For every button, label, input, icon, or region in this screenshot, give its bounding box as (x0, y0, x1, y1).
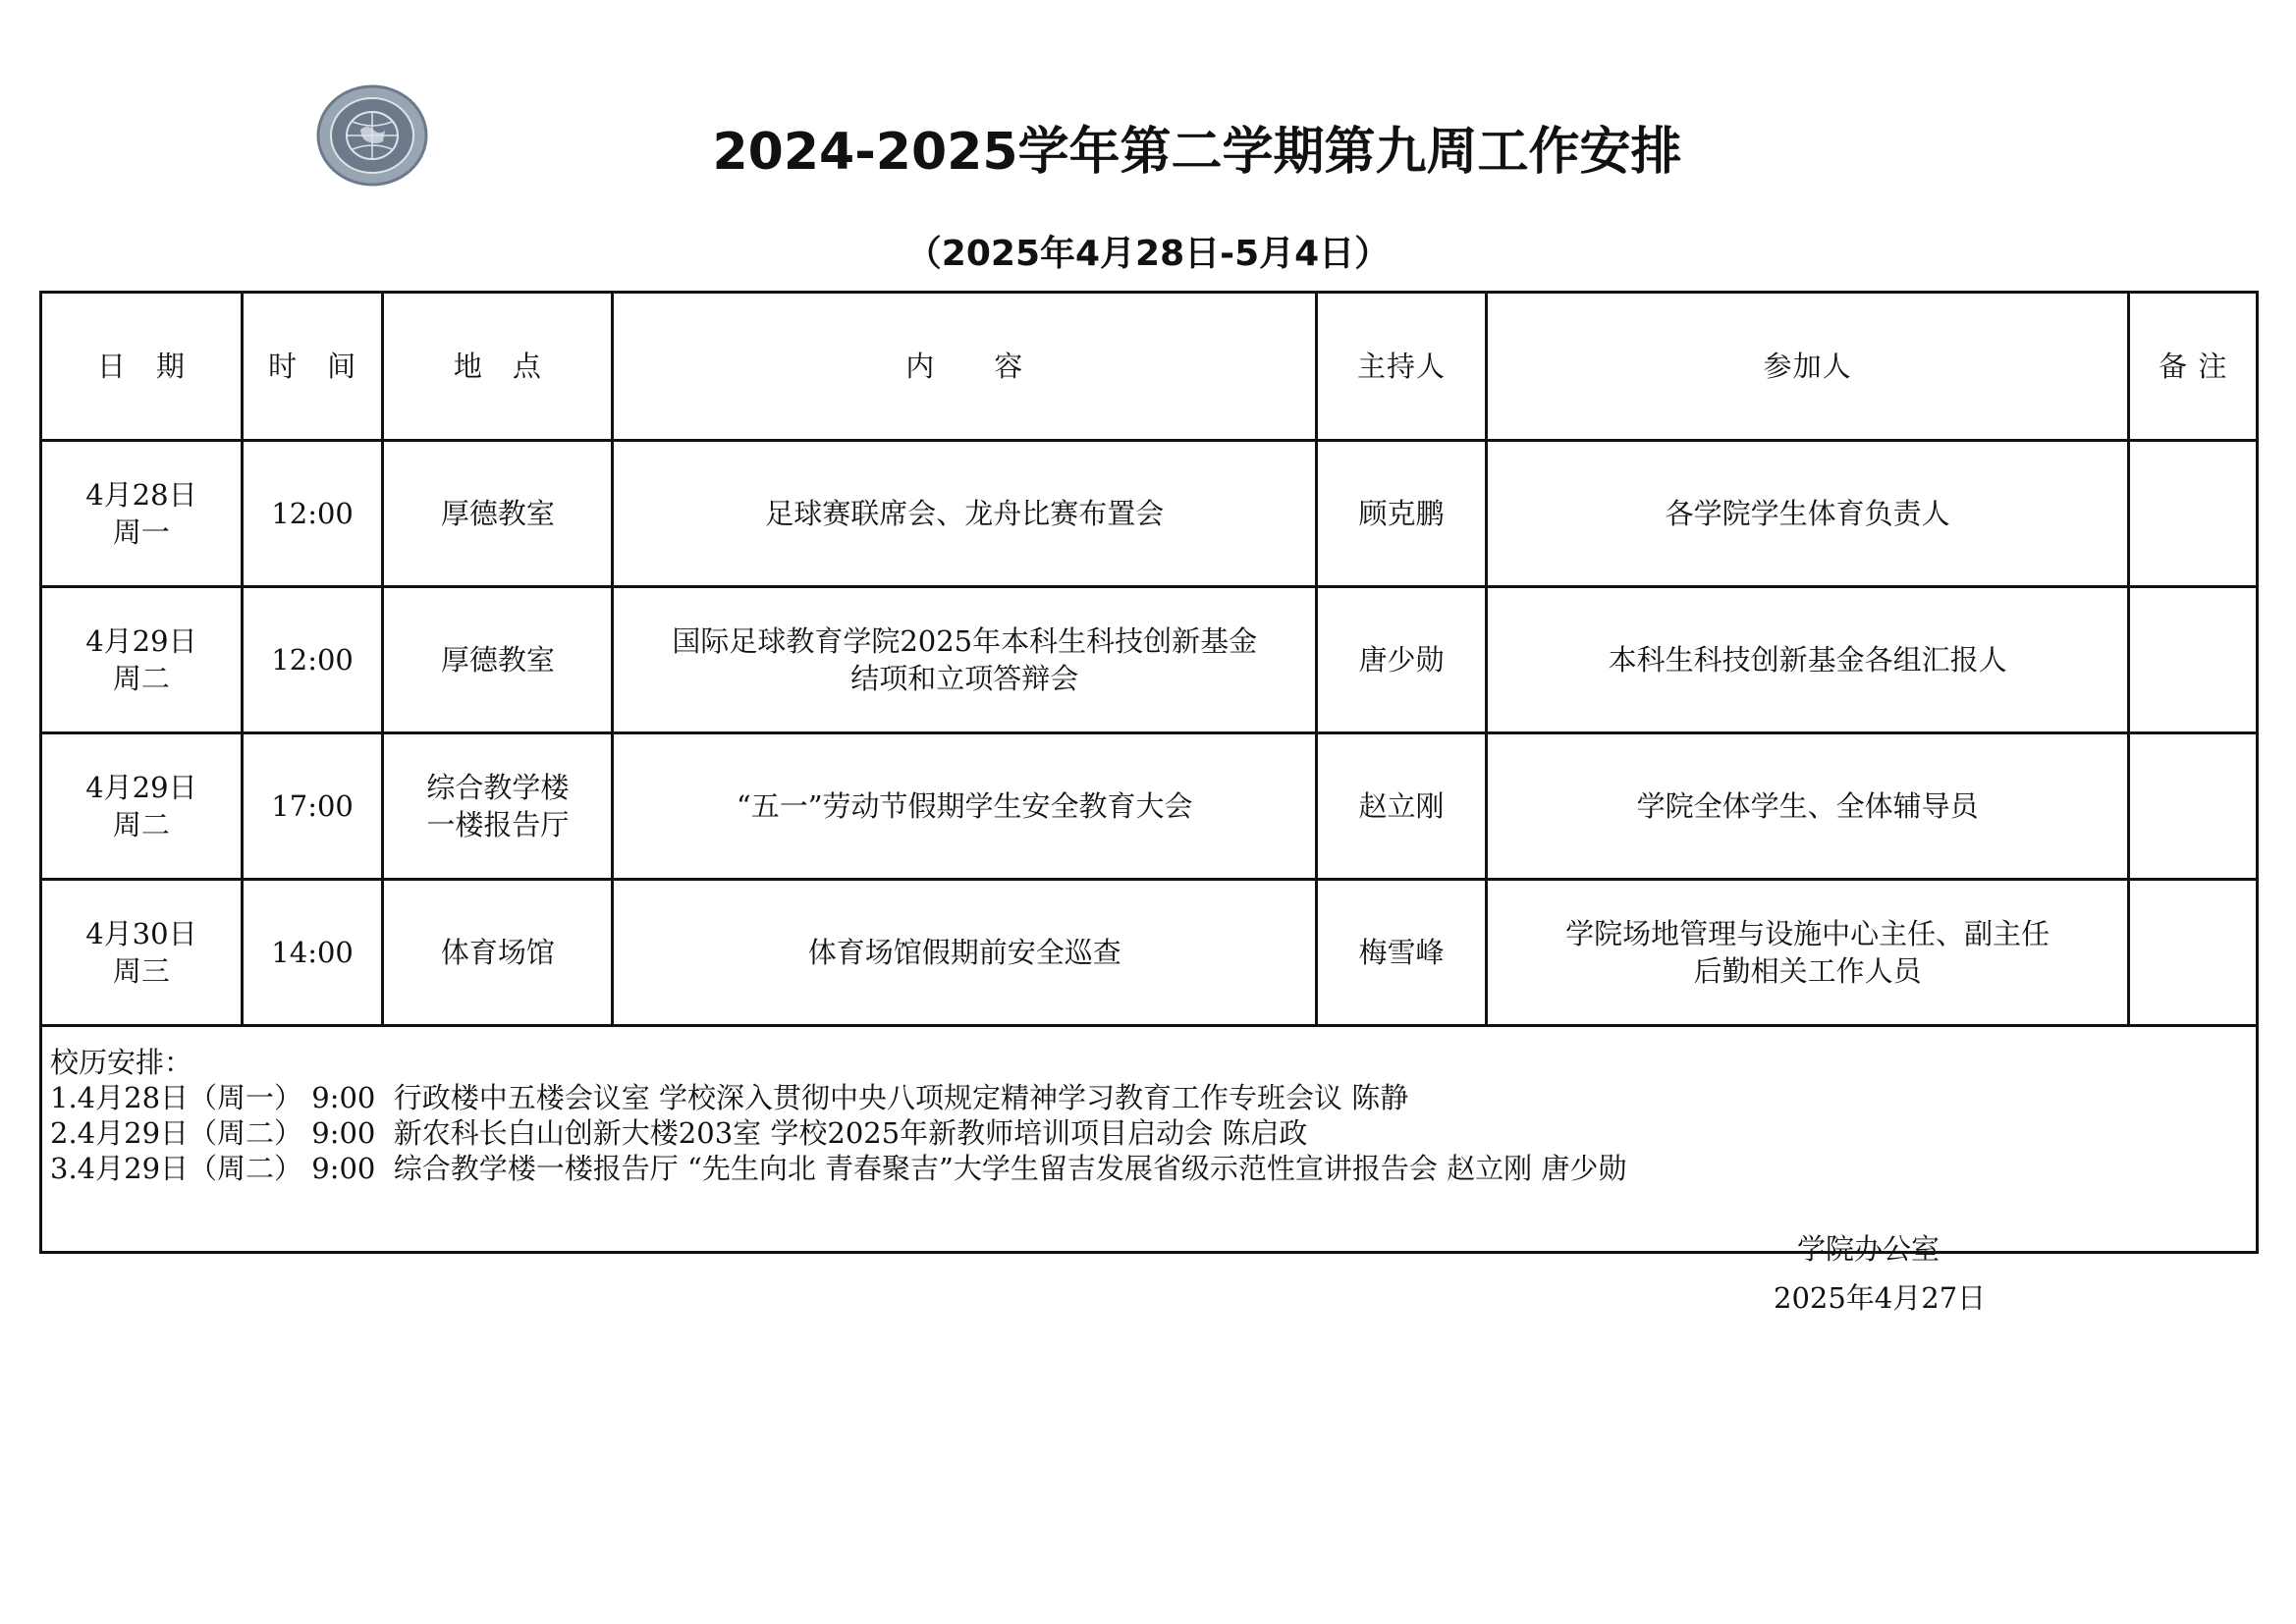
row-attendees: 本科生科技创新基金各组汇报人 (1486, 587, 2129, 733)
header-location: 地 点 (383, 293, 613, 441)
row-location: 厚德教室 (383, 587, 613, 733)
row-notes (2129, 880, 2258, 1026)
header-row (41, 293, 2258, 441)
calendar-notes-row (41, 1026, 2258, 1253)
header-time: 时 间 (242, 293, 383, 441)
row-time: 17:00 (242, 733, 383, 880)
row-attendees: 各学院学生体育负责人 (1486, 441, 2129, 587)
page-title: 2024-2025学年第二学期第九周工作安排 (712, 123, 1682, 182)
row-content: 体育场馆假期前安全巡查 (613, 880, 1317, 1026)
row-content: 足球赛联席会、龙舟比赛布置会 (613, 441, 1317, 587)
issuing-office: 学院办公室 (1797, 1232, 1941, 1266)
row-date: 4月29日 周二 (41, 587, 243, 733)
row-location: 体育场馆 (383, 880, 613, 1026)
row-host: 唐少勋 (1317, 587, 1487, 733)
row-attendees: 学院全体学生、全体辅导员 (1486, 733, 2129, 880)
row-time: 14:00 (242, 880, 383, 1026)
table-row (41, 880, 2258, 1026)
calendar-notes: 校历安排： 1.4月28日（周一） 9:00 行政楼中五楼会议室 学校深入贯彻中央八项规定精神学习教育工作专班会议 陈静 2.4月29日（周二） 9:00 新农科长白山创新大楼203室 学校2025年新教师培训项目启动会 陈启政 3.4月29日（周二） 9:00 综合教学楼一楼报告厅 “先生向北 青春聚吉”大学生留吉发展省级示范性宣讲报告会 赵立刚 唐少勋 (41, 1026, 2258, 1253)
row-date: 4月28日 周一 (41, 441, 243, 587)
row-date: 4月30日 周三 (41, 880, 243, 1026)
header-date: 日 期 (41, 293, 243, 441)
row-host: 赵立刚 (1317, 733, 1487, 880)
header-content: 内 容 (613, 293, 1317, 441)
row-time: 12:00 (242, 587, 383, 733)
row-location: 综合教学楼 一楼报告厅 (383, 733, 613, 880)
row-attendees: 学院场地管理与设施中心主任、副主任 后勤相关工作人员 (1486, 880, 2129, 1026)
row-content: “五一”劳动节假期学生安全教育大会 (613, 733, 1317, 880)
row-date: 4月29日 周二 (41, 733, 243, 880)
row-notes (2129, 733, 2258, 880)
schedule-table (39, 291, 2259, 1254)
row-content: 国际足球教育学院2025年本科生科技创新基金 结项和立项答辩会 (613, 587, 1317, 733)
header-notes: 备 注 (2129, 293, 2258, 441)
row-time: 12:00 (242, 441, 383, 587)
row-host: 梅雪峰 (1317, 880, 1487, 1026)
table-row (41, 587, 2258, 733)
date-range: （2025年4月28日-5月4日） (905, 234, 1391, 274)
row-location: 厚德教室 (383, 441, 613, 587)
issue-date: 2025年4月27日 (1774, 1281, 1987, 1315)
table-row (41, 733, 2258, 880)
row-notes (2129, 587, 2258, 733)
header-attendees: 参加人 (1486, 293, 2129, 441)
header-host: 主持人 (1317, 293, 1487, 441)
row-host: 顾克鹏 (1317, 441, 1487, 587)
table-row (41, 441, 2258, 587)
row-notes (2129, 441, 2258, 587)
